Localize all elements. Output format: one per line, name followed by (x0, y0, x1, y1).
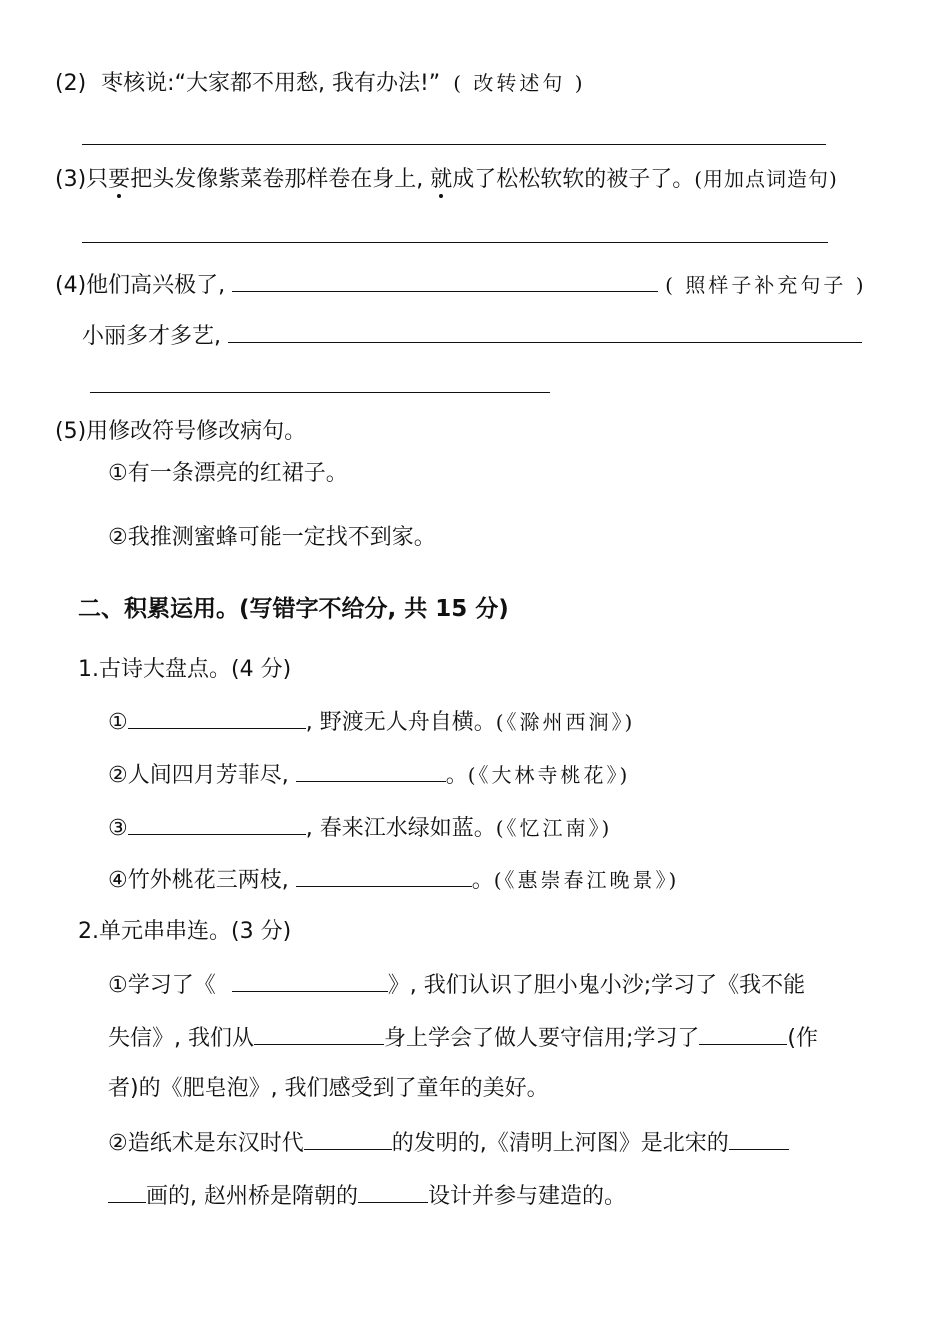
unit-section-title: 2.单元串串连。(3 分) (78, 919, 292, 944)
unit-blank-inventor[interactable] (304, 1127, 392, 1150)
unit-line-4 (108, 1127, 789, 1159)
unit-line-2 (108, 1022, 818, 1054)
poem-line-2-text: ②人间四月芳菲尽, (108, 763, 296, 788)
q2-line (55, 68, 586, 99)
unit-line-3: 者)的《肥皂泡》, 我们感受到了童年的美好。 (108, 1076, 549, 1101)
q3-dotted-word-1: 要 (108, 167, 131, 192)
unit-line-2-mid: 身上学会了做人要守信用;学习了 (384, 1026, 700, 1051)
poem-line-3-number: ③ (108, 816, 128, 841)
q3-answer-line[interactable] (82, 242, 828, 243)
poem-line-3-source: (《忆江南》) (495, 816, 613, 840)
q5-item-2: ②我推测蜜蜂可能一定找不到家。 (108, 525, 436, 550)
unit-blank-painter-a[interactable] (729, 1127, 789, 1150)
poem-line-1-source: (《滁州西涧》) (495, 710, 636, 734)
poem-blank-4[interactable] (296, 864, 472, 887)
poem-line-1-text: , 野渡无人舟自横。 (305, 710, 496, 735)
q2-answer-line[interactable] (82, 144, 826, 145)
unit-line-2-end: (作 (787, 1026, 819, 1051)
unit-blank-person[interactable] (254, 1022, 384, 1045)
poem-line-1 (108, 706, 635, 738)
unit-line-1-start: ①学习了《 (108, 973, 216, 998)
q4-example: (4)他们高兴极了, (55, 273, 226, 298)
q2-instruction: ( 改转述句 ) (453, 71, 586, 95)
q3-dotted-word-2: 就 (430, 167, 453, 192)
unit-blank-author[interactable] (699, 1022, 787, 1045)
q3-text-end: 成了松松软软的被子了。 (452, 167, 695, 192)
unit-line-1-end: 》, 我们认识了胆小鬼小沙;学习了《我不能 (387, 973, 806, 998)
poem-section-title: 1.古诗大盘点。(4 分) (78, 657, 292, 682)
poem-line-4 (108, 864, 679, 896)
poem-line-3 (108, 812, 612, 844)
poem-blank-2[interactable] (296, 759, 446, 782)
poem-line-2-source: (《大林寺桃花》) (467, 763, 631, 787)
poem-line-4-text: ④竹外桃花三两枝, (108, 868, 296, 893)
q4-line-2 (82, 320, 862, 352)
unit-line-5-mid: 画的, 赵州桥是隋朝的 (146, 1184, 358, 1209)
poem-blank-3[interactable] (128, 812, 306, 835)
unit-blank-painter-b[interactable] (108, 1180, 146, 1203)
q2-number: (2) (55, 71, 87, 96)
poem-line-4-end: 。 (471, 868, 494, 893)
q5-item-1: ①有一条漂亮的红裙子。 (108, 461, 348, 486)
q5-title: (5)用修改符号修改病句。 (55, 419, 307, 444)
q2-text: 枣核说:“大家都不用愁, 我有办法!” (101, 71, 441, 96)
q3-text-mid: 把头发像紫菜卷那样卷在身上, (130, 167, 431, 192)
unit-blank-book[interactable] (232, 969, 388, 992)
q4-prompt: 小丽多才多艺, (82, 324, 221, 349)
q4-line-1 (55, 269, 867, 301)
unit-line-2-start: 失信》, 我们从 (108, 1026, 254, 1051)
section2-title: 二、积累运用。(写错字不给分, 共 15 分) (78, 596, 509, 622)
q3-instruction: (用加点词造句) (694, 167, 838, 191)
q3-text-start: (3)只 (55, 167, 109, 192)
poem-line-2-end: 。 (445, 763, 468, 788)
q3-line (55, 164, 838, 195)
unit-line-5 (108, 1180, 626, 1212)
poem-line-1-number: ① (108, 710, 128, 735)
poem-line-4-source: (《惠崇春江晚景》) (493, 868, 680, 892)
unit-line-4-mid: 的发明的,《清明上河图》是北宋的 (391, 1131, 729, 1156)
unit-line-1 (108, 969, 805, 1001)
poem-blank-1[interactable] (128, 706, 306, 729)
q4-answer-blank[interactable] (228, 320, 862, 343)
q4-instruction: ( 照样子补充句子 ) (665, 273, 867, 297)
q4-example-blank[interactable] (232, 269, 658, 292)
poem-line-3-text: , 春来江水绿如蓝。 (305, 816, 496, 841)
unit-line-5-end: 设计并参与建造的。 (428, 1184, 627, 1209)
q4-answer-line-2[interactable] (90, 392, 550, 393)
unit-line-4-start: ②造纸术是东汉时代 (108, 1131, 304, 1156)
unit-blank-builder[interactable] (358, 1180, 428, 1203)
poem-line-2 (108, 759, 630, 791)
